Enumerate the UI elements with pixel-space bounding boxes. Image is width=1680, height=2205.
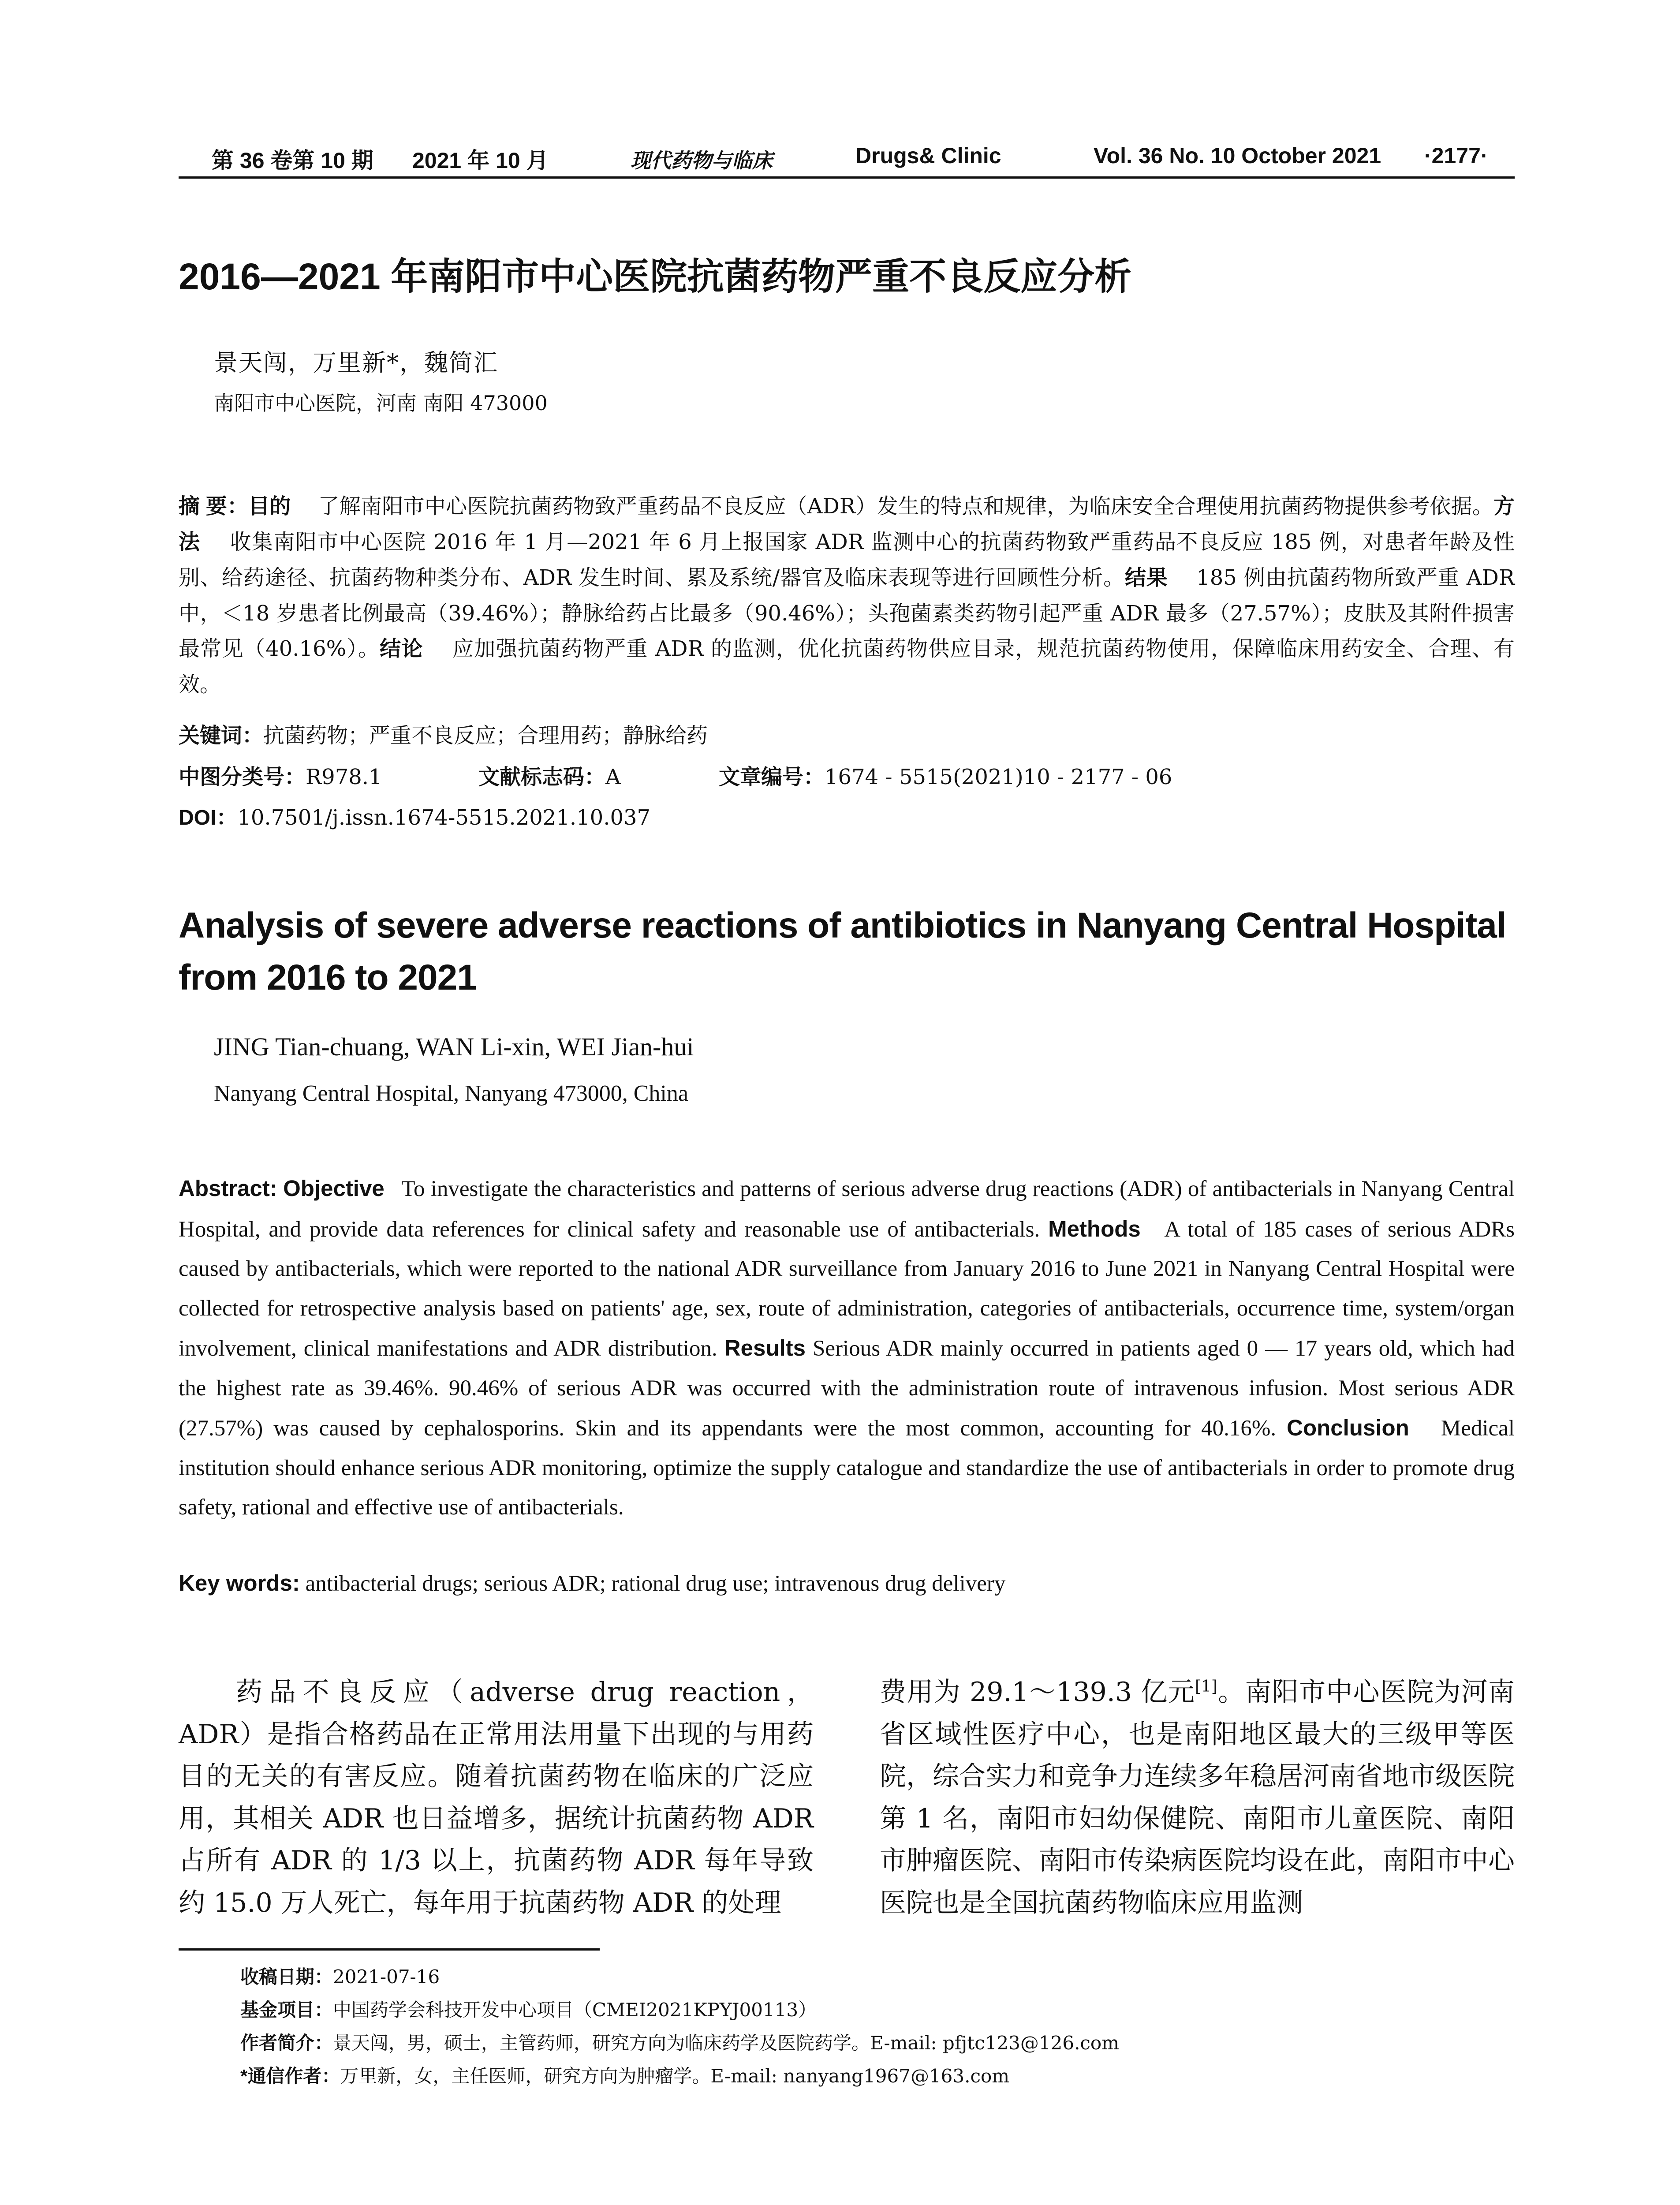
abstract-cn-conclusion: 应加强抗菌药物严重 ADR 的监测，优化抗菌药物供应目录，规范抗菌药物使用，保障临床用药安全、合理、有效。 — [179, 636, 1515, 697]
abstract-en-methods-label: Methods — [1048, 1216, 1141, 1241]
abstract-cn — [179, 489, 1515, 702]
keywords-cn-text: 抗菌药物；严重不良反应；合理用药；静脉给药 — [263, 723, 708, 748]
corr-label: *通信作者： — [240, 2066, 340, 2086]
doi-line — [179, 800, 1515, 836]
header-rule — [179, 176, 1515, 179]
abstract-en-label: Abstract: — [179, 1176, 277, 1201]
abstract-en-methods: A total of 185 cases of serious ADRs caused by antibacterials, which were reported to the national ADR surveillance from January 2016 to June 2021 in Nanyang Central Hospital were collected for retrospective analysis based on patients' age, sex, route of administration, categories of antibacterials, occurrence time, system/organ involvement, clinical manifestations and ADR distribution. — [179, 1217, 1515, 1361]
body-right-text-b: 。南阳市中心医院为河南省区域性医疗中心，也是南阳地区最大的三级甲等医院，综合实力和竞争力连续多年稳居河南省地市级医院第 1 名，南阳市妇幼保健院、南阳市儿童医院、南阳市肿瘤医院、南阳市传染病医院均设在此，南阳市中心医院也是全国抗菌药物临床应用监测 — [880, 1677, 1515, 1918]
abstract-cn-conclusion-label: 结论 — [380, 637, 423, 661]
abstract-en-objective: To investigate the characteristics and patterns of serious adverse drug reactions (ADR) of antibacterials in Nanyang Central Hospital, and provide data references for clinical safety and reasonable use of antibacterials. — [179, 1177, 1515, 1242]
article-title-cn: 2016—2021 年南阳市中心医院抗菌药物严重不良反应分析 — [179, 256, 1132, 297]
fund-text: 中国药学会科技开发中心项目（CMEI2021KPYJ00113） — [333, 1999, 817, 2021]
body-column-left: 药品不良反应（adverse drug reaction，ADR）是指合格药品在正常用法用量下出现的与用药目的无关的有害反应。随着抗菌药物在临床的广泛应用，其相关 ADR 也日益增多，据统计抗菌药物 ADR 占所有 ADR 的 1/3 以上，抗菌药物 ADR 每年导致约 15.0 万人死亡，每年用于抗菌药物 ADR 的处理 — [179, 1677, 814, 1918]
footnote-received — [240, 1962, 440, 1989]
fund-label: 基金项目： — [240, 1999, 333, 2020]
body-column-right — [880, 1671, 1515, 1924]
abstract-en-conclusion-label: Conclusion — [1287, 1415, 1409, 1440]
doi-label: DOI： — [179, 806, 238, 830]
doi-value: 10.7501/j.issn.1674-5515.2021.10.037 — [237, 805, 651, 830]
affiliation-en: Nanyang Central Hospital, Nanyang 473000, China — [214, 1081, 688, 1106]
received-date: 2021-07-16 — [333, 1966, 440, 1988]
header-journal-cn: 现代药物与临床 — [631, 149, 773, 172]
keywords-cn — [179, 718, 1515, 754]
doc-code-value: A — [605, 765, 621, 789]
authors-en: JING Tian-chuang, WAN Li-xin, WEI Jian-hui — [214, 1032, 694, 1061]
header-volume-en: Vol. 36 No. 10 October 2021 — [1094, 143, 1381, 168]
article-title-en: Analysis of severe adverse reactions of antibiotics in Nanyang Central Hospital from 2016 to 2021 — [179, 905, 1506, 998]
citation-ref[interactable]: [1] — [1195, 1678, 1217, 1696]
doc-code-field — [478, 759, 621, 795]
footnote-corresponding-author — [240, 2062, 1009, 2088]
keywords-en-label: Key words: — [179, 1570, 300, 1596]
abstract-cn-objective: 了解南阳市中心医院抗菌药物致严重药品不良反应（ADR）发生的特点和规律，为临床安全合理使用抗菌药物提供参考依据。 — [318, 494, 1493, 519]
keywords-en — [179, 1563, 1515, 1603]
header-page-number: ·2177· — [1424, 143, 1488, 168]
bio-label: 作者简介： — [240, 2033, 333, 2053]
clc-value: R978.1 — [306, 765, 382, 789]
abstract-cn-results-label: 结果 — [1124, 566, 1168, 590]
abstract-cn-objective-label: 目的 — [248, 495, 291, 518]
keywords-en-text: antibacterial drugs; serious ADR; rational drug use; intravenous drug delivery — [305, 1571, 1006, 1596]
authors-cn: 景天闯，万里新*，魏简汇 — [214, 349, 498, 377]
abstract-en-conclusion: Medical institution should enhance serious ADR monitoring, optimize the supply catalogue and standardize the use of antibacterials in order to promote drug safety, rational and effective use of antibacterials. — [179, 1416, 1515, 1520]
received-label: 收稿日期： — [240, 1966, 333, 1987]
footnote-fund — [240, 1996, 817, 2022]
header-date-cn: 2021 年 10 月 — [412, 148, 549, 173]
footnote-rule — [179, 1948, 600, 1951]
article-number-value: 1674 - 5515(2021)10 - 2177 - 06 — [825, 765, 1172, 789]
keywords-cn-label: 关键词： — [179, 724, 264, 747]
abstract-en-results-label: Results — [724, 1335, 806, 1360]
article-number-field — [719, 759, 1172, 795]
abstract-cn-methods: 收集南阳市中心医院 2016 年 1 月—2021 年 6 月上报国家 ADR 监测中心的抗菌药物致严重药品不良反应 185 例，对患者年龄及性别、给药途径、抗菌药物种类分布、ADR 发生时间、累及系统/器官及临床表现等进行回顾性分析。 — [179, 530, 1515, 590]
doc-code-label: 文献标志码： — [478, 766, 606, 789]
abstract-en-objective-label: Objective — [283, 1176, 385, 1201]
abstract-cn-methods-label: 方法 — [179, 495, 1515, 554]
body-right-text-a: 费用为 29.1～139.3 亿元 — [880, 1677, 1195, 1708]
abstract-cn-label: 摘 要： — [179, 495, 249, 518]
bio-text: 景天闯，男，硕士，主管药师，研究方向为临床药学及医院药学。E-mail: pfjtc123@126.com — [333, 2032, 1120, 2054]
affiliation-cn: 南阳市中心医院，河南 南阳 473000 — [214, 391, 548, 415]
abstract-cn-results: 185 例由抗菌药物所致严重 ADR 中，＜18 岁患者比例最高（39.46%）；静脉给药占比最多（90.46%）；头孢菌素类药物引起严重 ADR 最多（27.57%）；皮肤及其附件损害最常见（40.16%）。 — [179, 565, 1515, 661]
article-number-label: 文章编号： — [719, 766, 825, 789]
header-journal-en: Drugs& Clinic — [855, 143, 1001, 168]
clc-field — [179, 759, 382, 795]
abstract-en — [179, 1169, 1515, 1528]
footnote-author-bio — [240, 2029, 1119, 2055]
header-volume-cn: 第 36 卷第 10 期 — [212, 148, 373, 173]
clc-label: 中图分类号： — [179, 766, 306, 789]
abstract-en-results: Serious ADR mainly occurred in patients aged 0 — 17 years old, which had the highest rate as 39.46%. 90.46% of serious ADR was occurred with the administration route of intravenous infusion. Most serious ADR (27.57%) was caused by cephalosporins. Skin and its appendants were the most common, accounting for 40.16%. — [179, 1336, 1515, 1441]
corr-text: 万里新，女，主任医师，研究方向为肿瘤学。E-mail: nanyang1967@163.com — [340, 2065, 1010, 2087]
running-header — [179, 140, 1515, 180]
